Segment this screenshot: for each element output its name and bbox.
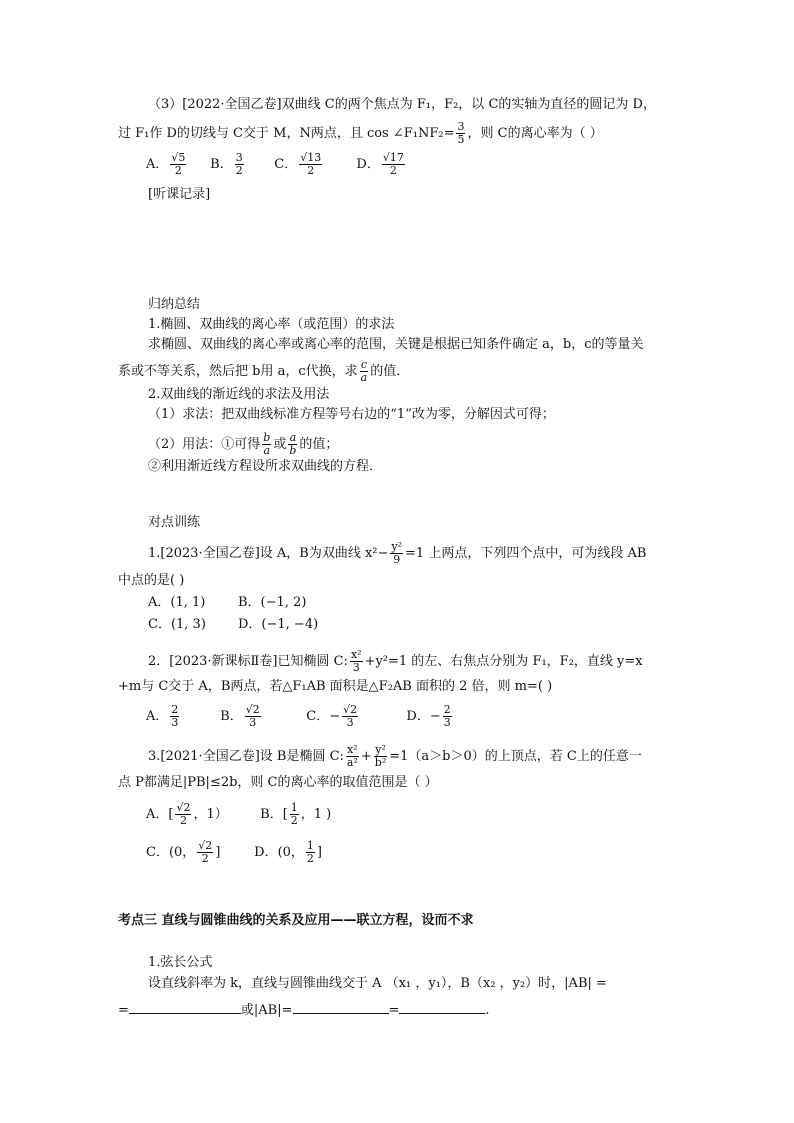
summary-p2-line3: ②利用渐近线方程设所求双曲线的方程． (148, 459, 383, 474)
section3-line2: = 或|AB|= = . (118, 999, 490, 1020)
summary-p1-line1: 求椭圆、双曲线的离心率或离心率的范围，关键是根据已知条件确定 a，b，c的等量关 (148, 337, 644, 352)
training-title: 对点训练 (148, 515, 201, 530)
t-q1-fraction: $\frac{\text{y²}}{9}$ (391, 540, 403, 566)
t-q2-option-a: A． $\frac{2}{3}$ (146, 703, 179, 729)
q3-cos-fraction: $\frac{3}{5}$ (457, 120, 465, 146)
summary-title: 归纳总结 (148, 297, 201, 312)
t-q1-option-a: A．(1, 1) (148, 595, 206, 610)
section3-title: 考点三 直线与圆锥曲线的关系及应用——联立方程，设而不求 (118, 913, 474, 928)
t-q3-fraction-x: $\frac{\text{x²}}{\text{a²}}$ (346, 743, 358, 769)
q3-line1 (148, 96, 656, 114)
q3-line2 (118, 121, 603, 146)
b-over-a-fraction: $\frac{b}{a}$ (263, 431, 271, 457)
t-q2-option-c: C．− $\frac{√2}{3}$ (306, 703, 358, 729)
t-q1-option-d: D．(−1, −4) (238, 617, 319, 632)
t-q2-fraction: $\frac{\text{x²}}{3}$ (350, 648, 362, 674)
summary-p2-title: 2.双曲线的渐近线的求法及用法 (148, 387, 330, 402)
answer-blank-3[interactable] (399, 999, 485, 1014)
q3-options (146, 152, 426, 177)
section3-line1: 设直线斜率为 k，直线与圆锥曲线交于 A （x₁ ，y₁），B（x₂ ，y₂）时，|AB| = (148, 976, 607, 991)
t-q2-option-d: D．− $\frac{2}{3}$ (406, 703, 451, 729)
q3-line2-text: 过 F₁作 D的切线与 C交于 M，N两点，且 cos ∠F₁NF₂= (118, 126, 455, 141)
summary-p1-line2: 系或不等关系，然后把 b用 a，c代换，求 $\frac{c}{a}$ 的值． (118, 358, 410, 384)
t-q3-option-b: B．[ $\frac{1}{2}$ ，1 ) (260, 801, 332, 827)
t-q2-line2: +m与 C交于 A，B两点，若△F₁AB 面积是△F₂AB 面积的 2 倍，则 m=( ) (118, 679, 553, 694)
a-over-b-fraction: $\frac{a}{b}$ (289, 431, 297, 457)
answer-blank-1[interactable] (129, 999, 241, 1014)
q3-option-a: A． $\frac{√5}{2}$ (146, 151, 186, 177)
t-q2-option-b: B． $\frac{√2}{3}$ (220, 703, 260, 729)
t-q1-line2: 中点的是( ) (118, 573, 185, 588)
c-over-a-fraction: $\frac{c}{a}$ (360, 358, 368, 384)
t-q3-option-c: C．(0， $\frac{√2}{2}$ ] (146, 839, 221, 865)
q3-line2-tail: ，则 C的离心率为（ ） (467, 126, 603, 141)
t-q3-line2: 点 P都满足|PB|≤2b，则 C的离心率的取值范围是（ ） (118, 775, 438, 790)
summary-p2-line1: （1）求法：把双曲线标准方程等号右边的“1”改为零，分解因式可得； (148, 407, 555, 422)
q3-option-b: B． $\frac{3}{2}$ (210, 151, 243, 177)
summary-p1-title: 1.椭圆、双曲线的离心率（或范围）的求法 (148, 317, 395, 332)
t-q1-options-row2 (148, 616, 318, 634)
t-q3-option-a: A．[ $\frac{√2}{2}$ ，1） (146, 801, 228, 827)
section3-sub: 1.弦长公式 (148, 955, 213, 970)
q3-record-label: [听课记录] (148, 187, 211, 202)
t-q1-option-c: C．(1, 3) (148, 617, 206, 632)
summary-p2-line2: （2）用法：①可得 $\frac{b}{a}$ 或 $\frac{a}{b}$ 的值； (148, 431, 339, 457)
q3-option-c: C． $\frac{√13}{2}$ (274, 151, 322, 177)
t-q2-options (146, 704, 476, 729)
t-q1-options-row1 (148, 594, 306, 612)
t-q3-line1: 3.[2021·全国乙卷]设 B是椭圆 C: $\frac{\text{x²}}{\text{a²}}$ + $\frac{\text{y²}}{\text{b²}}$ =1（a＞b＞0）的上顶点，若 C上的任意一 (148, 743, 642, 769)
answer-blank-2[interactable] (293, 999, 389, 1014)
t-q1-line1: 1.[2023·全国乙卷]设 A，B为双曲线 x²− $\frac{\text{y²}}{9}$ =1 上两点，下列四个点中，可为线段 AB (148, 540, 647, 566)
q3-line1-text: （3）[2022·全国乙卷]双曲线 C的两个焦点为 F₁，F₂，以 C的实轴为直径的圆记为 D， (148, 97, 656, 112)
t-q3-fraction-y: $\frac{\text{y²}}{\text{b²}}$ (374, 743, 387, 769)
t-q2-line1: 2．[2023·新课标Ⅱ卷]已知椭圆 C: $\frac{\text{x²}}{3}$ +y²=1 的左、右焦点分别为 F₁，F₂，直线 y=x (148, 648, 643, 674)
t-q3-option-d: D．(0， $\frac{1}{2}$ ] (254, 839, 322, 865)
t-q3-options-row1 (146, 802, 331, 827)
q3-option-d: D． $\frac{√17}{2}$ (356, 151, 404, 177)
t-q3-options-row2 (146, 840, 322, 865)
t-q1-option-b: B．(−1, 2) (238, 595, 307, 610)
